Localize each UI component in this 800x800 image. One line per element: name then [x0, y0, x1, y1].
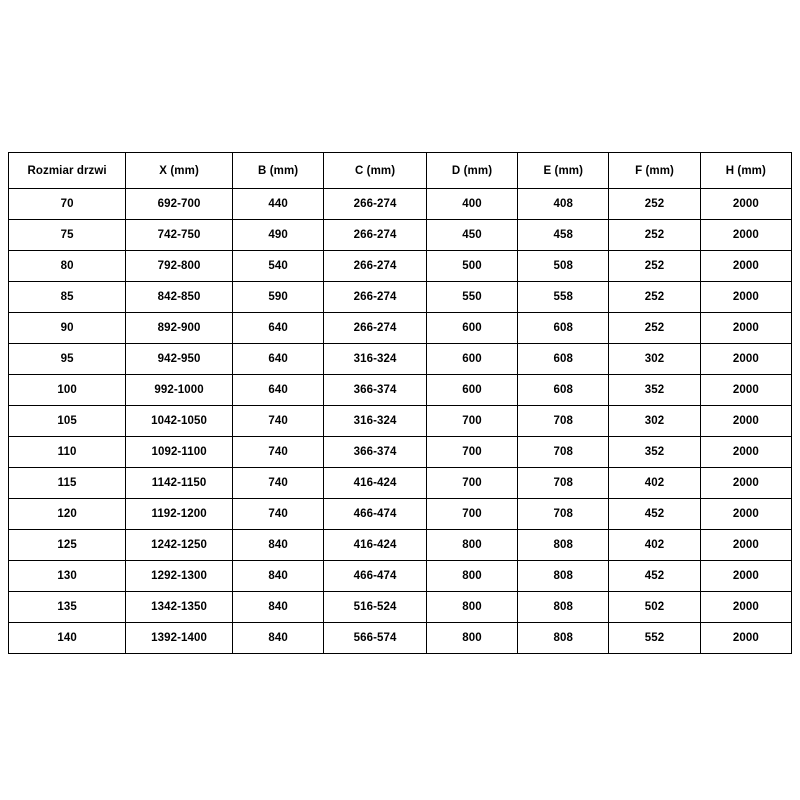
table-row — [9, 375, 792, 406]
cell-e: 608 — [518, 344, 609, 375]
cell-x: 1342-1350 — [126, 592, 233, 623]
cell-f: 402 — [609, 468, 700, 499]
cell-c: 316-324 — [324, 406, 427, 437]
cell-x: 1092-1100 — [126, 437, 233, 468]
cell-d: 700 — [426, 499, 517, 530]
cell-x: 1192-1200 — [126, 499, 233, 530]
table-row — [9, 499, 792, 530]
cell-f: 352 — [609, 437, 700, 468]
cell-e: 708 — [518, 499, 609, 530]
column-header-x: X (mm) — [126, 153, 233, 189]
cell-b: 440 — [233, 189, 324, 220]
cell-b: 840 — [233, 561, 324, 592]
cell-d: 600 — [426, 375, 517, 406]
cell-door-size: 95 — [9, 344, 126, 375]
cell-d: 550 — [426, 282, 517, 313]
column-header-e: E (mm) — [518, 153, 609, 189]
cell-f: 252 — [609, 220, 700, 251]
cell-door-size: 120 — [9, 499, 126, 530]
cell-c: 266-274 — [324, 251, 427, 282]
table-row — [9, 220, 792, 251]
cell-f: 552 — [609, 623, 700, 654]
cell-e: 508 — [518, 251, 609, 282]
cell-d: 700 — [426, 468, 517, 499]
cell-b: 740 — [233, 468, 324, 499]
cell-x: 1292-1300 — [126, 561, 233, 592]
cell-x: 1142-1150 — [126, 468, 233, 499]
cell-x: 742-750 — [126, 220, 233, 251]
cell-d: 800 — [426, 561, 517, 592]
cell-h: 2000 — [700, 623, 791, 654]
cell-c: 566-574 — [324, 623, 427, 654]
table-row — [9, 406, 792, 437]
cell-h: 2000 — [700, 499, 791, 530]
cell-c: 316-324 — [324, 344, 427, 375]
cell-c: 266-274 — [324, 282, 427, 313]
cell-e: 458 — [518, 220, 609, 251]
table-row — [9, 561, 792, 592]
column-header-f: F (mm) — [609, 153, 700, 189]
cell-d: 700 — [426, 406, 517, 437]
column-header-door-size: Rozmiar drzwi — [9, 153, 126, 189]
cell-f: 402 — [609, 530, 700, 561]
table-header-row — [9, 153, 792, 189]
cell-c: 266-274 — [324, 220, 427, 251]
cell-h: 2000 — [700, 375, 791, 406]
cell-b: 840 — [233, 530, 324, 561]
cell-e: 708 — [518, 468, 609, 499]
cell-door-size: 140 — [9, 623, 126, 654]
cell-f: 302 — [609, 344, 700, 375]
cell-c: 516-524 — [324, 592, 427, 623]
cell-b: 490 — [233, 220, 324, 251]
cell-door-size: 110 — [9, 437, 126, 468]
cell-b: 640 — [233, 313, 324, 344]
cell-door-size: 105 — [9, 406, 126, 437]
cell-c: 416-424 — [324, 530, 427, 561]
cell-e: 808 — [518, 530, 609, 561]
table-row — [9, 313, 792, 344]
cell-h: 2000 — [700, 437, 791, 468]
cell-h: 2000 — [700, 406, 791, 437]
cell-x: 892-900 — [126, 313, 233, 344]
cell-d: 500 — [426, 251, 517, 282]
cell-d: 700 — [426, 437, 517, 468]
cell-b: 840 — [233, 623, 324, 654]
cell-f: 252 — [609, 313, 700, 344]
cell-f: 352 — [609, 375, 700, 406]
table-body — [9, 189, 792, 654]
cell-x: 992-1000 — [126, 375, 233, 406]
cell-h: 2000 — [700, 592, 791, 623]
cell-x: 792-800 — [126, 251, 233, 282]
cell-e: 558 — [518, 282, 609, 313]
cell-b: 840 — [233, 592, 324, 623]
cell-f: 252 — [609, 251, 700, 282]
cell-f: 252 — [609, 189, 700, 220]
cell-h: 2000 — [700, 189, 791, 220]
cell-h: 2000 — [700, 530, 791, 561]
cell-d: 450 — [426, 220, 517, 251]
column-header-b: B (mm) — [233, 153, 324, 189]
cell-d: 800 — [426, 530, 517, 561]
cell-h: 2000 — [700, 561, 791, 592]
cell-door-size: 125 — [9, 530, 126, 561]
cell-d: 800 — [426, 592, 517, 623]
cell-e: 808 — [518, 561, 609, 592]
cell-b: 590 — [233, 282, 324, 313]
cell-e: 408 — [518, 189, 609, 220]
cell-c: 466-474 — [324, 561, 427, 592]
cell-b: 740 — [233, 437, 324, 468]
cell-e: 808 — [518, 623, 609, 654]
cell-x: 1392-1400 — [126, 623, 233, 654]
cell-d: 400 — [426, 189, 517, 220]
table-row — [9, 344, 792, 375]
column-header-c: C (mm) — [324, 153, 427, 189]
cell-x: 1242-1250 — [126, 530, 233, 561]
cell-f: 452 — [609, 499, 700, 530]
table-row — [9, 251, 792, 282]
cell-b: 540 — [233, 251, 324, 282]
column-header-d: D (mm) — [426, 153, 517, 189]
table-row — [9, 282, 792, 313]
cell-x: 1042-1050 — [126, 406, 233, 437]
table-row — [9, 189, 792, 220]
cell-x: 842-850 — [126, 282, 233, 313]
specification-table — [8, 152, 792, 654]
cell-door-size: 100 — [9, 375, 126, 406]
cell-x: 692-700 — [126, 189, 233, 220]
cell-c: 266-274 — [324, 189, 427, 220]
cell-f: 252 — [609, 282, 700, 313]
cell-door-size: 130 — [9, 561, 126, 592]
cell-door-size: 75 — [9, 220, 126, 251]
cell-b: 640 — [233, 375, 324, 406]
cell-b: 740 — [233, 406, 324, 437]
table-row — [9, 530, 792, 561]
cell-c: 466-474 — [324, 499, 427, 530]
cell-c: 366-374 — [324, 375, 427, 406]
cell-h: 2000 — [700, 282, 791, 313]
cell-c: 416-424 — [324, 468, 427, 499]
specification-table-container — [8, 152, 792, 654]
cell-e: 808 — [518, 592, 609, 623]
cell-h: 2000 — [700, 344, 791, 375]
cell-b: 740 — [233, 499, 324, 530]
cell-x: 942-950 — [126, 344, 233, 375]
cell-door-size: 70 — [9, 189, 126, 220]
table-row — [9, 468, 792, 499]
cell-e: 708 — [518, 406, 609, 437]
cell-d: 600 — [426, 313, 517, 344]
cell-door-size: 135 — [9, 592, 126, 623]
cell-h: 2000 — [700, 220, 791, 251]
cell-h: 2000 — [700, 313, 791, 344]
table-row — [9, 623, 792, 654]
cell-b: 640 — [233, 344, 324, 375]
cell-door-size: 85 — [9, 282, 126, 313]
cell-door-size: 90 — [9, 313, 126, 344]
table-row — [9, 592, 792, 623]
cell-e: 708 — [518, 437, 609, 468]
column-header-h: H (mm) — [700, 153, 791, 189]
cell-c: 366-374 — [324, 437, 427, 468]
cell-door-size: 115 — [9, 468, 126, 499]
table-row — [9, 437, 792, 468]
cell-d: 800 — [426, 623, 517, 654]
cell-f: 452 — [609, 561, 700, 592]
cell-h: 2000 — [700, 251, 791, 282]
cell-h: 2000 — [700, 468, 791, 499]
cell-f: 302 — [609, 406, 700, 437]
cell-f: 502 — [609, 592, 700, 623]
cell-e: 608 — [518, 375, 609, 406]
cell-c: 266-274 — [324, 313, 427, 344]
cell-door-size: 80 — [9, 251, 126, 282]
cell-e: 608 — [518, 313, 609, 344]
table-header — [9, 153, 792, 189]
cell-d: 600 — [426, 344, 517, 375]
